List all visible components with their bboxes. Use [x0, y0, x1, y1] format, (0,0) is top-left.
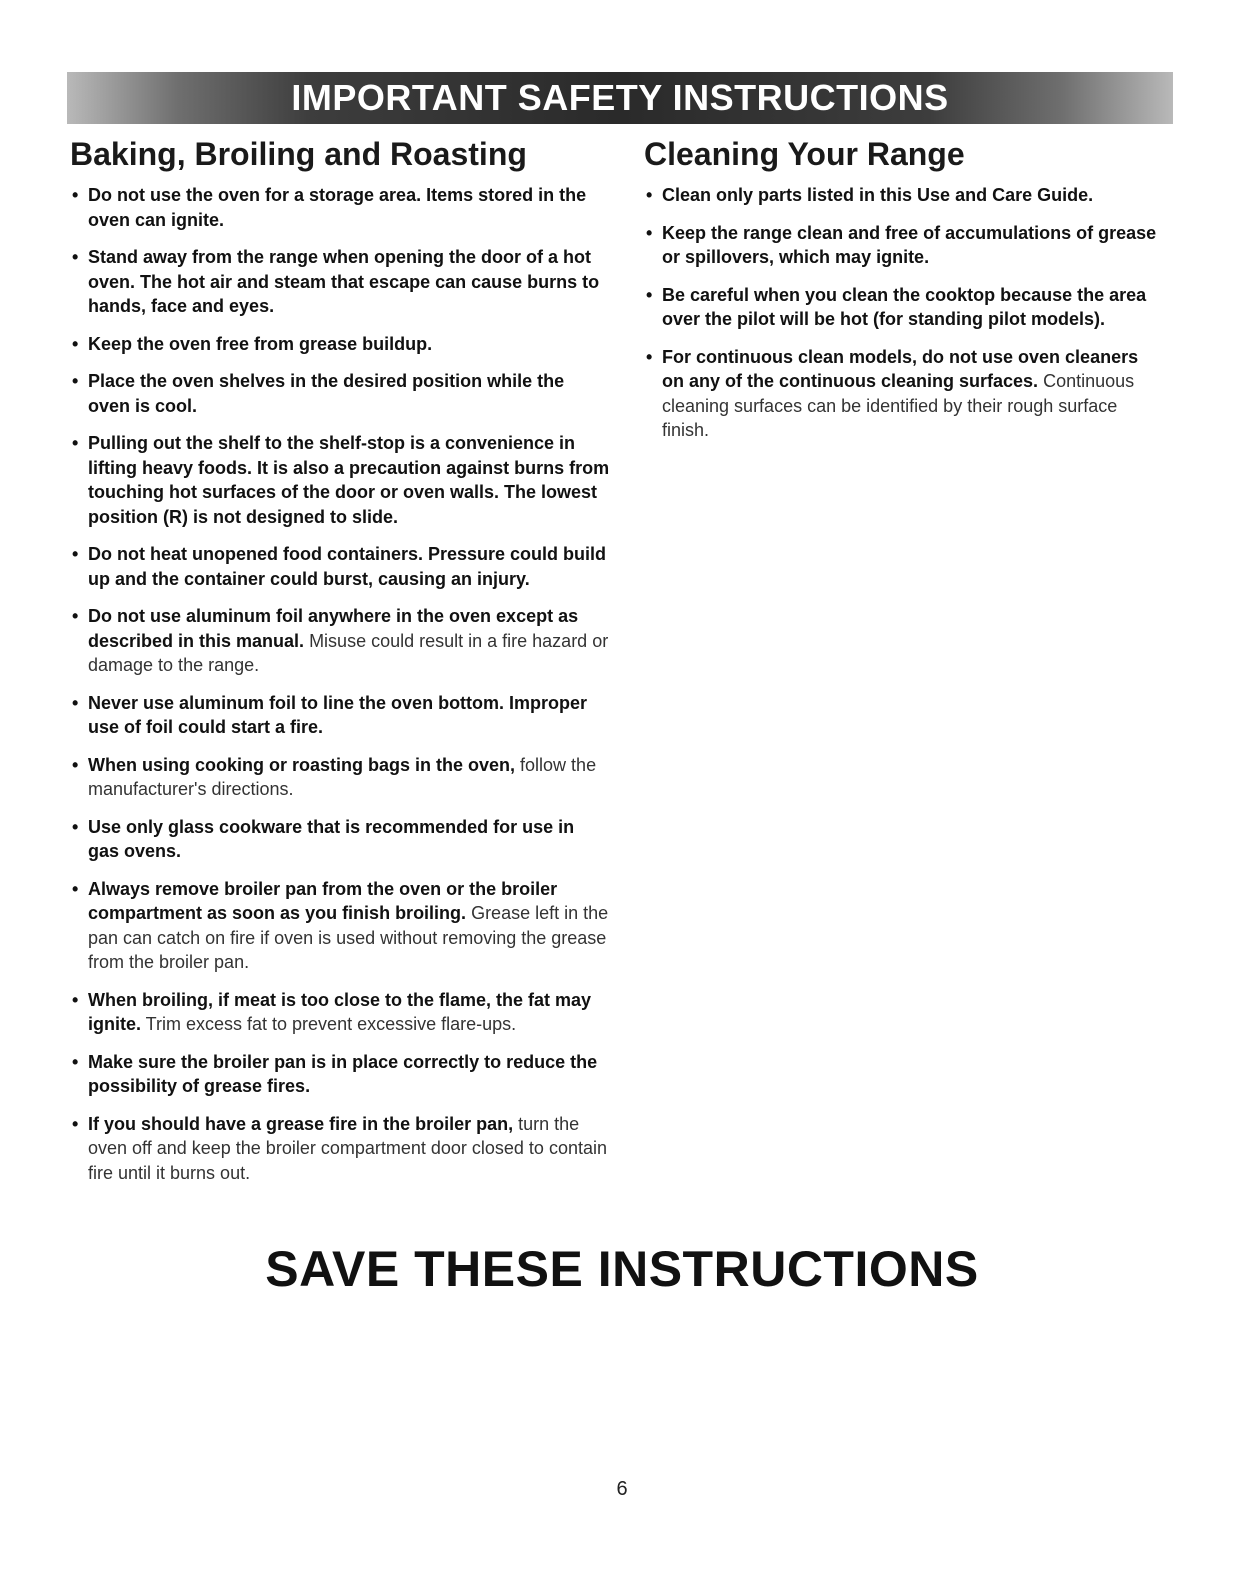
list-item	[70, 877, 610, 975]
item-bold-text: Do not use the oven for a storage area. Items stored in the oven can ignite.	[88, 185, 587, 230]
item-normal-text: Trim excess fat to prevent excessive flare-ups.	[141, 1014, 517, 1034]
banner-title: IMPORTANT SAFETY INSTRUCTIONS	[291, 77, 949, 118]
item-bold-text: Keep the range clean and free of accumulations of grease or spillovers, which may ignite.	[662, 222, 1157, 267]
bullet-icon: •	[72, 371, 79, 391]
list-item	[644, 283, 1164, 332]
list-item	[70, 753, 610, 802]
item-bold-text: Do not heat unopened food containers. Pressure could build up and the container could burst, causing an injury.	[88, 544, 607, 589]
list-item	[70, 245, 610, 319]
bullet-icon: •	[646, 346, 653, 367]
item-bold-text: Stand away from the range when opening the door of a hot oven. The hot air and steam that escape can cause burns to hands, face and eyes.	[88, 247, 600, 316]
list-item	[70, 542, 610, 591]
bullet-icon: •	[646, 185, 653, 205]
safety-banner	[67, 72, 1173, 124]
item-normal-text: Grease left in the pan can catch on fire if oven is used without removing the grease from the broiler pan.	[88, 903, 609, 972]
baking-section	[70, 136, 610, 1198]
cleaning-section	[644, 136, 1164, 456]
list-item	[70, 1050, 610, 1099]
bullet-icon: •	[72, 989, 79, 1010]
bullet-icon: •	[72, 692, 79, 713]
bullet-icon: •	[72, 433, 79, 453]
bullet-icon: •	[72, 754, 79, 775]
item-bold-text: Place the oven shelves in the desired position while the oven is cool.	[88, 371, 565, 416]
baking-section-title: Baking, Broiling and Roasting	[70, 136, 527, 172]
bullet-icon: •	[72, 1113, 79, 1134]
bullet-icon: •	[72, 606, 79, 626]
item-normal-text: Continuous cleaning surfaces can be identified by their rough surface finish.	[662, 371, 1135, 440]
item-bold-text: Make sure the broiler pan is in place correctly to reduce the possibility of grease fires.	[88, 1051, 598, 1096]
save-instructions-heading: SAVE THESE INSTRUCTIONS	[265, 1241, 979, 1297]
list-item	[70, 332, 610, 357]
list-item	[70, 691, 610, 740]
item-bold-text: Never use aluminum foil to line the oven bottom. Improper use of foil could start a fire.	[88, 692, 588, 737]
bullet-icon: •	[72, 247, 79, 267]
list-item	[644, 183, 1164, 208]
item-bold-text: When using cooking or roasting bags in the oven,	[88, 754, 516, 775]
item-bold-text: Clean only parts listed in this Use and Care Guide.	[662, 185, 1094, 205]
list-item	[644, 221, 1164, 270]
item-bold-text: If you should have a grease fire in the broiler pan,	[88, 1113, 514, 1134]
bullet-icon: •	[72, 816, 79, 837]
bullet-icon: •	[72, 544, 79, 564]
item-normal-text: follow the manufacturer's directions.	[88, 754, 597, 799]
list-item	[70, 183, 610, 232]
bullet-icon: •	[72, 878, 79, 899]
item-normal-text: turn the oven off and keep the broiler compartment door closed to contain fire until it burns out.	[88, 1113, 607, 1183]
list-item	[70, 815, 610, 864]
bullet-icon: •	[646, 222, 653, 243]
list-item	[644, 345, 1164, 443]
bullet-icon: •	[646, 284, 653, 305]
bullet-icon: •	[72, 1051, 79, 1072]
bullet-icon: •	[72, 333, 79, 354]
bullet-icon: •	[72, 185, 79, 205]
item-bold-text: When broiling, if meat is too close to the flame, the fat may ignite.	[88, 989, 592, 1034]
baking-list	[70, 183, 610, 1185]
cleaning-section-title: Cleaning Your Range	[644, 136, 965, 172]
item-normal-text: Misuse could result in a fire hazard or damage to the range.	[88, 630, 609, 675]
item-bold-text: Do not use aluminum foil anywhere in the oven except as described in this manual.	[88, 606, 579, 651]
list-item	[70, 604, 610, 678]
item-bold-text: Be careful when you clean the cooktop because the area over the pilot will be hot (for standing pilot models).	[662, 284, 1147, 329]
item-bold-text: For continuous clean models, do not use oven cleaners on any of the continuous cleaning surfaces.	[662, 346, 1139, 391]
item-bold-text: Pulling out the shelf to the shelf-stop is a convenience in lifting heavy foods. It is also a precaution against burns from touching hot surfaces of the door or oven walls. The lowest position (R) is not designed to slide.	[88, 433, 610, 527]
cleaning-list	[644, 183, 1164, 443]
item-bold-text: Keep the oven free from grease buildup.	[88, 333, 433, 354]
page-number: 6	[616, 1478, 628, 1500]
list-item	[70, 369, 610, 418]
item-bold-text: Use only glass cookware that is recommended for use in gas ovens.	[88, 816, 575, 861]
list-item	[70, 1112, 610, 1186]
list-item	[70, 431, 610, 529]
item-bold-text: Always remove broiler pan from the oven or the broiler compartment as soon as you finish broiling.	[88, 878, 558, 923]
list-item	[70, 988, 610, 1037]
